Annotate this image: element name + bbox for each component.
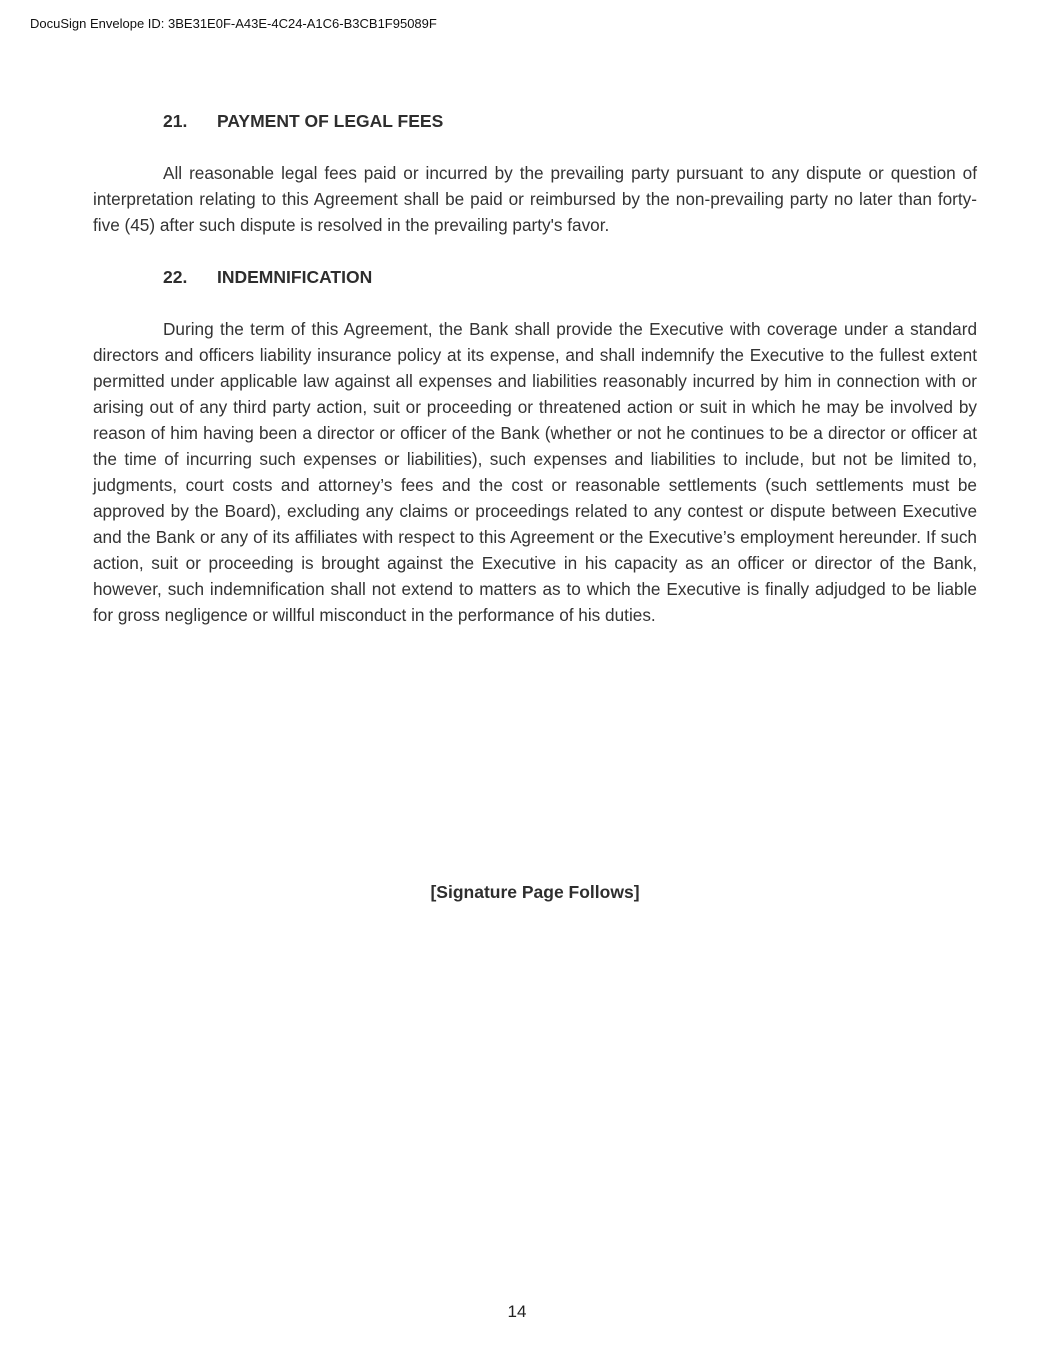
section-paragraph: All reasonable legal fees paid or incurred by the prevailing party pursuant to any dispute or question of interpretation relating to this Agreement shall be paid or reimbursed by the non-prevailing party no later than forty-five (45) after such dispute is resolved in the prevailing party's favor.: [93, 163, 977, 235]
section-indemnification: [93, 264, 977, 628]
section-title: PAYMENT OF LEGAL FEES: [217, 111, 444, 131]
section-payment-of-legal-fees: [93, 108, 977, 238]
section-number: 21.: [163, 111, 188, 131]
section-heading: [163, 108, 977, 134]
docusign-envelope-id: DocuSign Envelope ID: 3BE31E0F-A43E-4C24-A1C6-B3CB1F95089F: [30, 16, 437, 31]
section-title: INDEMNIFICATION: [217, 267, 373, 287]
signature-page-follows-note: [Signature Page Follows]: [430, 882, 640, 902]
section-paragraph: During the term of this Agreement, the Bank shall provide the Executive with coverage under a standard directors and officers liability insurance policy at its expense, and shall indemnify the Executive to the fullest extent permitted under applicable law against all expenses and liabilities reasonably incurred by him in connection with or arising out of any third party action, suit or proceeding or threatened action or suit in which he may be involved by reason of him having been a director or officer of the Bank (whether or not he continues to be a director or officer at the time of incurring such expenses or liabilities), such expenses and liabilities to include, but not be limited to, judgments, court costs and attorney’s fees and the cost or reasonable settlements (such settlements must be approved by the Board), excluding any claims or proceedings related to any contest or dispute between Executive and the Bank or any of its affiliates with respect to this Agreement or the Executive’s employment hereunder. If such action, suit or proceeding is brought against the Executive in his capacity as an officer or director of the Bank, however, such indemnification shall not extend to matters as to which the Executive is finally adjudged to be liable for gross negligence or willful misconduct in the performance of his duties.: [93, 319, 977, 625]
page-number: 14: [507, 1302, 527, 1321]
document-body: [93, 108, 977, 654]
section-number: 22.: [163, 267, 188, 287]
section-heading: [163, 264, 977, 290]
